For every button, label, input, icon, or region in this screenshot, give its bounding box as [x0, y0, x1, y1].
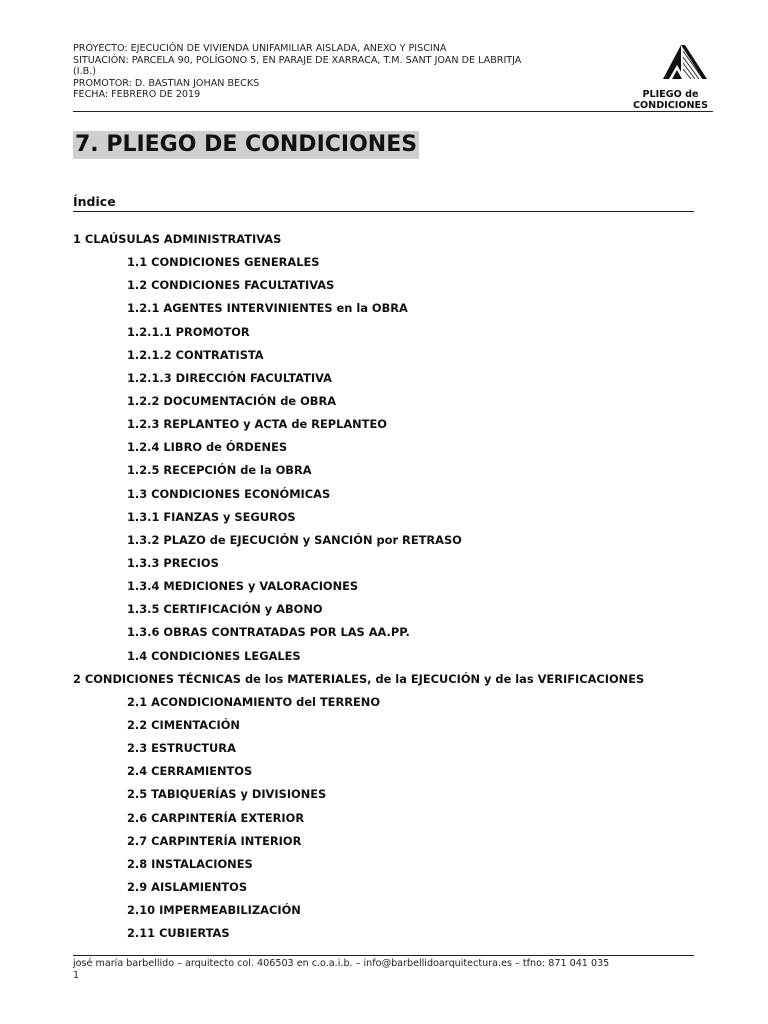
footer-contact: josé maría barbellido – arquitecto col. 406503 en c.o.a.i.b. – info@barbellidoarquitectura.es – tfno: 871 041 035 [73, 958, 610, 969]
toc-entry[interactable]: 1.2.1 AGENTES INTERVINIENTES en la OBRA [127, 301, 408, 316]
toc-entry[interactable]: 1.2.3 REPLANTEO y ACTA de REPLANTEO [127, 417, 387, 432]
toc-entry[interactable]: 1.4 CONDICIONES LEGALES [127, 648, 301, 663]
architect-logo-icon [663, 43, 709, 79]
toc-entry[interactable]: 2.4 CERRAMIENTOS [127, 764, 253, 779]
header-line-project: PROYECTO: EJECUCIÓN DE VIVIENDA UNIFAMILIAR AISLADA, ANEXO Y PISCINA [73, 43, 447, 54]
toc-entry[interactable]: 1.3.2 PLAZO de EJECUCIÓN y SANCIÓN por RETRASO [127, 532, 462, 547]
header-line-promoter: PROMOTOR: D. BASTIAN JOHAN BECKS [73, 77, 260, 89]
header-line-date: FECHA: FEBRERO DE 2019 [73, 89, 201, 101]
toc-entry[interactable]: 1.2.1.1 PROMOTOR [127, 324, 250, 339]
toc-entry[interactable]: 1.3.5 CERTIFICACIÓN y ABONO [127, 602, 323, 617]
toc-entry[interactable]: 2.1 ACONDICIONAMIENTO del TERRENO [127, 694, 381, 709]
toc-entry[interactable]: 1.2.1.2 CONTRATISTA [127, 347, 264, 362]
toc-entry[interactable]: 2.6 CARPINTERÍA EXTERIOR [127, 810, 305, 825]
toc-entry[interactable]: 2.5 TABIQUERÍAS y DIVISIONES [127, 787, 327, 802]
toc-entry[interactable]: 1.2 CONDICIONES FACULTATIVAS [127, 278, 335, 293]
toc-entry[interactable]: 2.2 CIMENTACIÓN [127, 717, 240, 732]
page-footer [73, 955, 694, 981]
index-heading: Índice [73, 194, 694, 212]
page-number: 1 [73, 969, 80, 981]
header-line-location: SITUACIÓN: PARCELA 90, POLÍGONO 5, EN PARAJE DE XARRACA, T.M. SANT JOAN DE LABRITJA [73, 54, 522, 66]
toc-entry[interactable]: 1.3.6 OBRAS CONTRATADAS POR LAS AA.PP. [127, 625, 410, 640]
toc-entry[interactable]: 1.3.1 FIANZAS y SEGUROS [127, 509, 296, 524]
page-title: 7. PLIEGO DE CONDICIONES [75, 132, 418, 157]
toc-entry[interactable]: 2.11 CUBIERTAS [127, 926, 230, 941]
document-type-label: PLIEGO de CONDICIONES [632, 89, 708, 111]
toc-entry[interactable]: 1.3 CONDICIONES ECONÓMICAS [127, 486, 331, 501]
toc-entry[interactable]: 2.3 ESTRUCTURA [127, 741, 236, 756]
toc-entry[interactable]: 2 CONDICIONES TÉCNICAS de los MATERIALES, de la EJECUCIÓN y de las VERIFICACIONES [73, 671, 645, 686]
toc-entry[interactable]: 1.3.3 PRECIOS [127, 555, 219, 570]
toc-entry[interactable]: 1.2.2 DOCUMENTACIÓN de OBRA [127, 393, 337, 408]
toc-entry[interactable]: 1.2.1.3 DIRECCIÓN FACULTATIVA [127, 370, 332, 385]
toc-entry[interactable]: 2.7 CARPINTERÍA INTERIOR [127, 833, 302, 848]
header-line-location-cont: (I.B.) [73, 66, 96, 78]
table-of-contents [73, 229, 713, 946]
toc-entry[interactable]: 1.2.4 LIBRO de ÓRDENES [127, 440, 288, 455]
project-info [73, 43, 573, 101]
page-header [73, 43, 713, 112]
toc-entry[interactable]: 1.2.5 RECEPCIÓN de la OBRA [127, 463, 312, 478]
toc-entry[interactable]: 1 CLAÚSULAS ADMINISTRATIVAS [73, 232, 282, 246]
toc-entry[interactable]: 2.10 IMPERMEABILIZACIÓN [127, 903, 301, 918]
toc-entry[interactable]: 1.1 CONDICIONES GENERALES [127, 255, 320, 270]
toc-entry[interactable]: 2.9 AISLAMIENTOS [127, 879, 248, 894]
toc-entry[interactable]: 1.3.4 MEDICIONES y VALORACIONES [127, 579, 359, 594]
toc-entry[interactable]: 2.8 INSTALACIONES [127, 856, 253, 871]
